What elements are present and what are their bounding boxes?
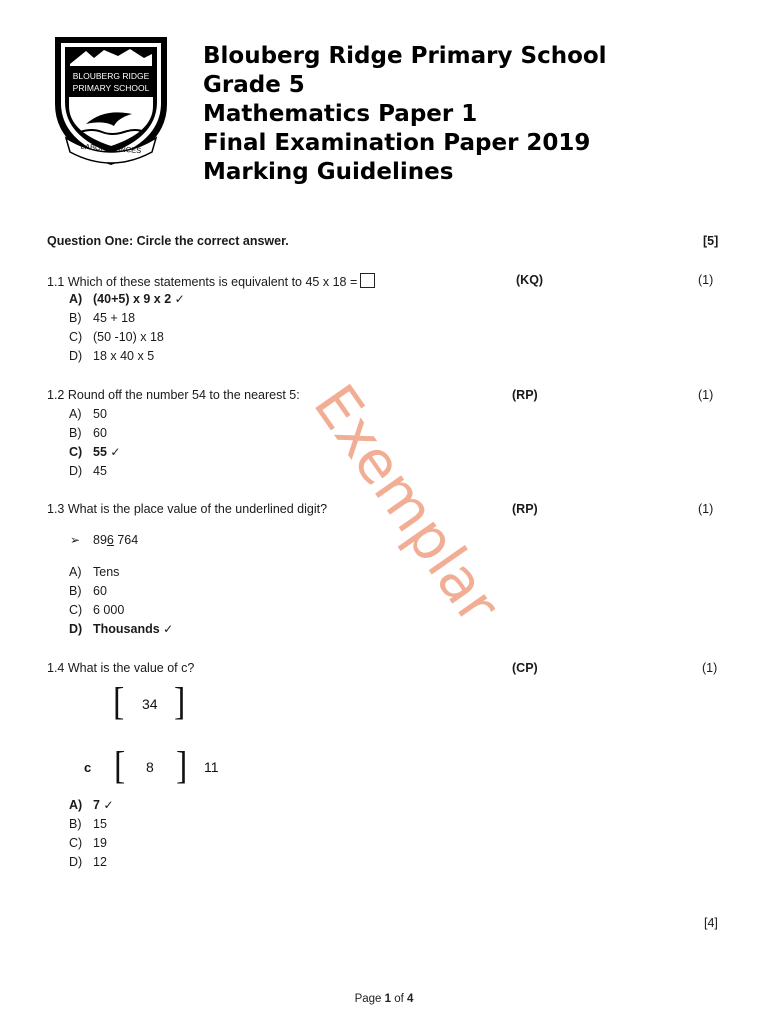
pyramid-bracket-left: [	[114, 745, 126, 788]
page-footer: Page 1 of 4	[354, 993, 414, 1005]
answer-box	[360, 273, 375, 288]
question-one-heading: Question One: Circle the correct answer.	[47, 234, 289, 248]
question-1-1-marks: (1)	[698, 273, 714, 287]
option-1-3-b: B) 60	[69, 584, 107, 598]
check-mark-icon: ✓	[163, 622, 174, 636]
option-1-3-c: C) 6 000	[69, 603, 125, 617]
question-1-3-marks: (1)	[698, 502, 714, 516]
check-mark-icon: ✓	[110, 445, 121, 459]
check-mark-icon: ✓	[174, 292, 185, 306]
paper-name: Mathematics Paper 1	[203, 101, 478, 127]
question-1-4-code: (CP)	[512, 661, 538, 675]
question-1-4-marks: (1)	[702, 661, 718, 675]
option-1-1-d: D) 18 x 40 x 5	[69, 349, 155, 363]
option-1-4-c: C) 19	[69, 836, 107, 850]
pyramid-middle-value: 8	[146, 759, 154, 775]
option-1-4-b: B) 15	[69, 817, 107, 831]
option-1-2-b: B) 60	[69, 426, 107, 440]
school-crest-logo	[52, 34, 170, 168]
crest-name-bottom: PRIMARY SCHOOL	[72, 83, 150, 93]
question-one-marks: [5]	[703, 234, 719, 248]
pyramid-top-value: 34	[142, 696, 158, 712]
exam-name: Final Examination Paper 2019	[203, 130, 591, 156]
question-1-2-code: (RP)	[512, 388, 538, 402]
arrow-bullet-icon: ➢	[70, 533, 81, 547]
option-1-2-d: D) 45	[69, 464, 107, 478]
question-1-2-prompt: 1.2 Round off the number 54 to the nearest 5:	[47, 388, 300, 402]
option-1-1-a: A) (40+5) x 9 x 2 ✓	[69, 292, 185, 306]
question-1-4-prompt: 1.4 What is the value of c?	[47, 661, 195, 675]
school-name: Blouberg Ridge Primary School	[203, 43, 607, 69]
option-1-1-c: C) (50 -10) x 18	[69, 330, 164, 344]
underlined-number: ➢ 896 764	[70, 533, 139, 547]
document-title-block	[203, 42, 607, 187]
pyramid-bracket-right: ]	[176, 745, 188, 788]
subtotal-marks: [4]	[704, 916, 718, 930]
pyramid-unknown-c: c	[84, 760, 92, 775]
grade: Grade 5	[203, 72, 305, 98]
question-1-3-prompt: 1.3 What is the place value of the underlined digit?	[47, 502, 328, 516]
pyramid-right-value: 11	[204, 759, 219, 775]
option-1-4-a: A) 7 ✓	[69, 798, 114, 812]
pyramid-bracket-right: ]	[174, 681, 186, 724]
option-1-1-b: B) 45 + 18	[69, 311, 136, 325]
option-1-3-d: D) Thousands ✓	[69, 622, 174, 636]
total-pages: 4	[407, 993, 414, 1005]
option-1-2-a: A) 50	[69, 407, 107, 421]
exemplar-watermark: Exemplar	[300, 372, 514, 636]
option-1-4-d: D) 12	[69, 855, 107, 869]
guideline-title: Marking Guidelines	[203, 159, 454, 185]
question-1-3-code: (RP)	[512, 502, 538, 516]
question-1-1-code: (KQ)	[516, 273, 544, 287]
crest-name-top: BLOUBERG RIDGE	[72, 71, 150, 81]
current-page-number: 1	[384, 993, 392, 1005]
check-mark-icon: ✓	[103, 798, 114, 812]
crest-motto: LABORE VINCES	[80, 141, 142, 156]
option-1-3-a: A) Tens	[69, 565, 120, 579]
underlined-digit: 6	[106, 533, 114, 547]
pyramid-bracket-left: [	[113, 681, 125, 724]
question-1-1-prompt: 1.1 Which of these statements is equivalent to 45 x 18 =	[47, 273, 375, 289]
question-1-2-marks: (1)	[698, 388, 714, 402]
option-1-2-c: C) 55 ✓	[69, 445, 121, 459]
